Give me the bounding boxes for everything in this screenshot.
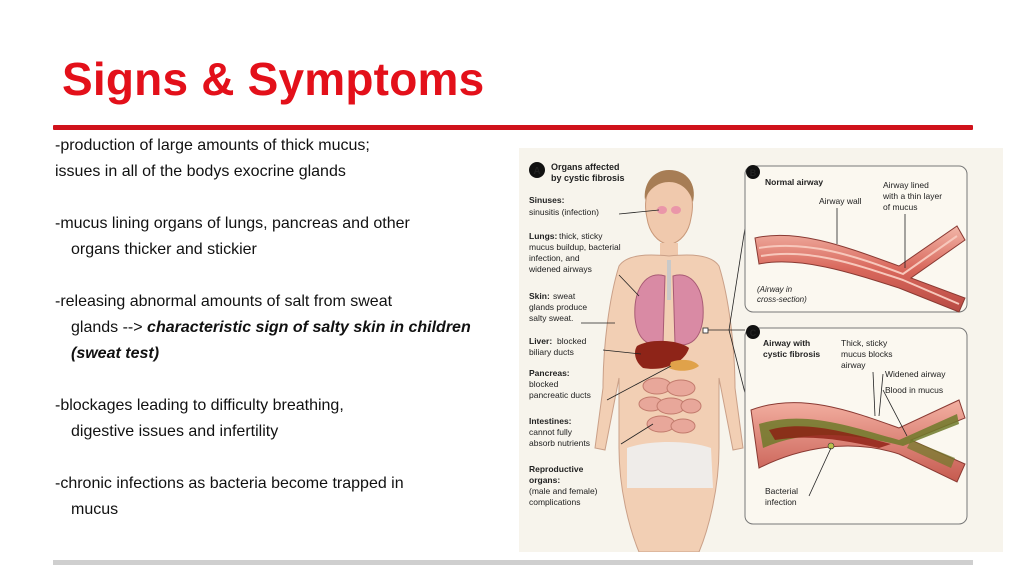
symptom-item-blockages — [55, 393, 510, 445]
symptom-item-organs — [55, 211, 510, 263]
symptom-text: digestive issues and infertility — [71, 423, 279, 440]
cystic-fibrosis-illustration — [519, 148, 1003, 552]
illustration-canvas — [519, 148, 1003, 552]
symptom-text: -chronic infections as bacteria become trapped in — [55, 475, 404, 492]
panel-c-bacterial-label-2: infection — [765, 497, 797, 507]
panel-b-badge-letter: B — [749, 168, 757, 178]
label-lungs-text-4: widened airways — [529, 264, 592, 274]
symptom-list — [55, 133, 510, 549]
panel-b-airway-wall-label: Airway wall — [819, 196, 862, 206]
slide-title: Signs & Symptoms — [62, 53, 485, 105]
panel-c-widened-label: Widened airway — [885, 369, 946, 379]
panel-b-lined-label-2: with a thin layer — [883, 191, 943, 201]
label-liver-text-1: blocked — [557, 336, 587, 346]
label-lungs-text-2: mucus buildup, bacterial — [529, 242, 621, 252]
panel-a-badge-letter: A — [533, 166, 541, 177]
symptom-text: -releasing abnormal amounts of salt from sweat — [55, 293, 393, 310]
symptom-text: -production of large amounts of thick mucus; — [55, 137, 370, 154]
label-reproductive-title: Reproductive — [529, 464, 584, 474]
panel-c-heading-2: cystic fibrosis — [763, 349, 821, 359]
label-lungs-text-1: thick, sticky — [559, 231, 603, 241]
label-pancreas-text-1: blocked — [529, 379, 559, 389]
label-skin-text-1: sweat — [553, 291, 576, 301]
panel-c-badge-letter: C — [749, 328, 757, 338]
panel-c-heading-1: Airway with — [763, 338, 811, 348]
footer-divider — [53, 560, 973, 565]
label-reproductive-text-2: (male and female) — [529, 486, 598, 496]
panel-b — [745, 165, 967, 312]
symptom-text: organs thicker and stickier — [71, 241, 257, 258]
symptom-text: issues in all of the bodys exocrine glands — [55, 163, 346, 180]
label-pancreas-text-2: pancreatic ducts — [529, 390, 591, 400]
label-lungs-text-3: infection, and — [529, 253, 580, 263]
panel-c — [745, 325, 967, 524]
label-pancreas-title: Pancreas: — [529, 368, 570, 378]
symptom-text: -blockages leading to difficulty breathing, — [55, 397, 344, 414]
label-liver-title: Liver: — [529, 336, 553, 346]
panel-b-cross-section-1: (Airway in — [757, 285, 793, 294]
panel-c-blood-label: Blood in mucus — [885, 385, 944, 395]
panel-a-heading-1: Organs affected — [551, 162, 620, 172]
label-sinuses-title: Sinuses: — [529, 195, 565, 205]
symptom-item-infections — [55, 471, 510, 523]
panel-c-thick-label-2: mucus blocks — [841, 349, 893, 359]
panel-b-lined-label-3: of mucus — [883, 202, 918, 212]
symptom-item-mucus — [55, 133, 510, 185]
panel-a — [528, 162, 745, 552]
title-divider — [53, 125, 973, 130]
label-lungs-title: Lungs: — [529, 231, 558, 241]
label-reproductive-text-1: organs: — [529, 475, 561, 485]
torso-figure — [595, 170, 743, 552]
label-reproductive-text-3: complications — [529, 497, 581, 507]
label-sinuses-text: sinusitis (infection) — [529, 207, 599, 217]
panel-a-heading-2: by cystic fibrosis — [551, 173, 625, 183]
label-intestines-text-1: cannot fully — [529, 427, 572, 437]
symptom-text: -mucus lining organs of lungs, pancreas and other — [55, 215, 410, 232]
panel-c-thick-label-3: airway — [841, 360, 866, 370]
label-intestines-text-2: absorb nutrients — [529, 438, 590, 448]
sweat-test-emphasis: characteristic sign of salty skin in children (sweat test) — [71, 319, 471, 362]
panel-c-bacterial-label-1: Bacterial — [765, 486, 799, 496]
panel-b-cross-section-2: cross-section) — [757, 295, 807, 304]
symptom-text: mucus — [71, 501, 119, 518]
label-intestines-title: Intestines: — [529, 416, 572, 426]
label-skin-text-3: salty sweat. — [529, 313, 574, 323]
label-skin-text-2: glands produce — [529, 302, 588, 312]
panel-b-lined-label-1: Airway lined — [883, 180, 929, 190]
symptom-text-continuation — [55, 315, 510, 367]
panel-c-thick-label-1: Thick, sticky — [841, 338, 888, 348]
label-skin-title: Skin: — [529, 291, 550, 301]
symptom-text: glands --> — [71, 319, 148, 336]
symptom-item-salt — [55, 289, 510, 367]
label-liver-text-2: biliary ducts — [529, 347, 574, 357]
panel-b-heading: Normal airway — [765, 177, 824, 187]
